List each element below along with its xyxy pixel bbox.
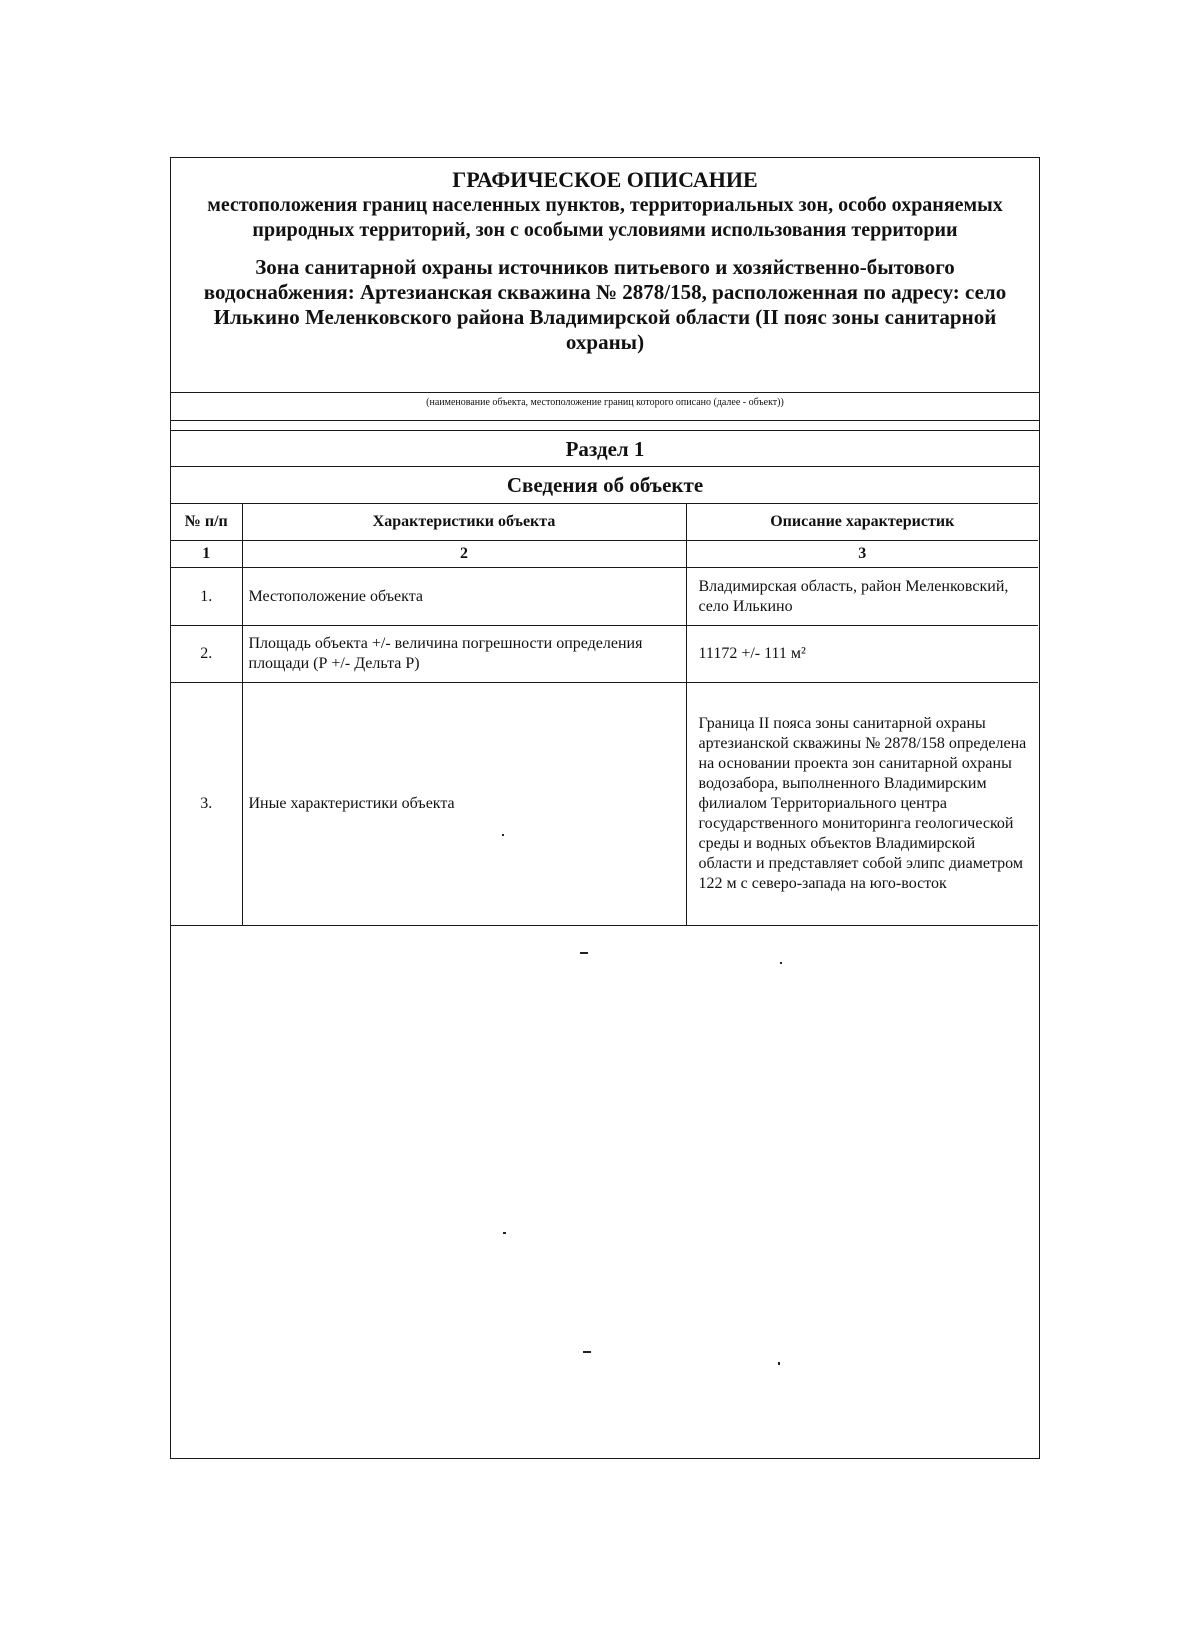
table-row — [171, 683, 1038, 926]
header-characteristic: Характеристики объекта — [242, 504, 686, 541]
row-description: Граница II пояса зоны санитарной охраны артезианской скважины № 2878/158 определена на основании проекта зон санитарной охраны водозабора, выполненного Владимирским филиалом Территориального центра государственного мониторинга геологической среды и водных объектов Владимирской области и представляет собой элипс диаметром 122 м с северо-запада на юго-восток — [686, 683, 1038, 926]
section-subtitle: Сведения об объекте — [171, 466, 1039, 503]
column-number: 3 — [686, 541, 1038, 568]
row-description: Владимирская область, район Меленковский, село Илькино — [686, 568, 1038, 626]
column-number-row — [171, 541, 1038, 568]
table-row — [171, 626, 1038, 683]
table-row — [171, 568, 1038, 626]
row-number: 2. — [171, 626, 242, 683]
document-title: ГРАФИЧЕСКОЕ ОПИСАНИЕ — [452, 167, 758, 192]
document-frame — [170, 157, 1040, 1459]
row-number: 3. — [171, 683, 242, 926]
object-caption: (наименование объекта, местоположение границ которого описано (далее - объект)) — [171, 392, 1039, 420]
scan-speck — [778, 1362, 780, 1365]
blank-area — [171, 930, 1039, 1458]
object-info-table — [171, 503, 1038, 926]
row-description: 11172 +/- 111 м² — [686, 626, 1038, 683]
scan-speck — [503, 1232, 506, 1234]
spacer-row — [171, 420, 1039, 430]
scan-speck — [580, 952, 588, 954]
row-characteristic: Местоположение объекта — [242, 568, 686, 626]
table-header-row — [171, 504, 1038, 541]
row-characteristic: Площадь объекта +/- величина погрешности определения площади (Р +/- Дельта Р) — [242, 626, 686, 683]
row-characteristic: Иные характеристики объекта — [242, 683, 686, 926]
document-subtitle: местоположения границ населенных пунктов, территориальных зон, особо охраняемых природных территорий, зон с особыми условиями использования территории — [207, 194, 1003, 241]
scan-speck — [502, 834, 504, 836]
object-name: Зона санитарной охраны источников питьевого и хозяйственно-бытового водоснабжения: Артезианская скважина № 2878/158, расположенная по адресу: село Илькино Меленковского района Владимирской области (II пояс зоны санитарной охраны) — [203, 255, 1007, 354]
scan-speck — [780, 962, 782, 964]
header-description: Описание характеристик — [686, 504, 1038, 541]
title-block — [171, 158, 1039, 355]
scan-speck — [583, 1351, 591, 1353]
header-number: № п/п — [171, 504, 242, 541]
section-title: Раздел 1 — [171, 430, 1039, 466]
column-number: 2 — [242, 541, 686, 568]
column-number: 1 — [171, 541, 242, 568]
row-number: 1. — [171, 568, 242, 626]
